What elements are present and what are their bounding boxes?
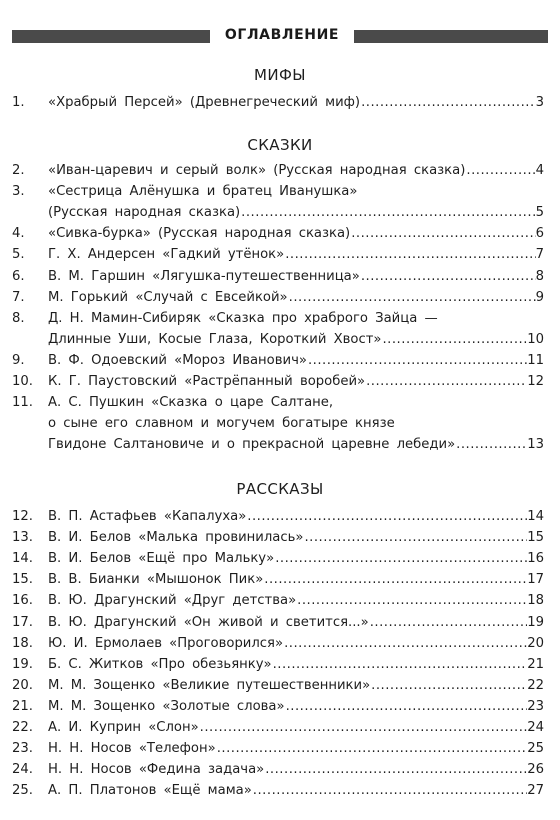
entry-page-number: 15 bbox=[527, 530, 544, 546]
toc-entry[interactable] bbox=[12, 633, 544, 654]
entry-page-number: 8 bbox=[535, 268, 544, 284]
entry-page-number: 25 bbox=[527, 741, 544, 757]
entry-title: «Храбрый Персей» (Древнегреческий миф) bbox=[48, 95, 361, 110]
toc-title: ОГЛАВЛЕНИЕ bbox=[224, 27, 340, 43]
entry-title: Н. Н. Носов «Телефон» bbox=[48, 741, 216, 757]
entry-line bbox=[12, 329, 544, 350]
entry-title: В. И. Белов «Малька провинилась» bbox=[48, 530, 304, 546]
entry-number: 24. bbox=[12, 762, 33, 778]
toc-entry[interactable] bbox=[12, 654, 544, 675]
entry-line bbox=[12, 181, 544, 202]
entry-page-number: 5 bbox=[535, 205, 544, 221]
entry-line bbox=[12, 527, 544, 548]
section-title: МИФЫ bbox=[254, 66, 306, 84]
entry-number: 10. bbox=[12, 374, 33, 389]
entry-number: 25. bbox=[12, 783, 33, 799]
dot-leader bbox=[199, 717, 528, 738]
entry-number: 21. bbox=[12, 698, 33, 714]
entry-number: 1. bbox=[12, 95, 25, 110]
toc-entry[interactable] bbox=[12, 548, 544, 569]
dot-leader bbox=[274, 548, 527, 569]
entry-title: Н. Н. Носов «Федина задача» bbox=[48, 762, 265, 778]
entry-line bbox=[12, 506, 544, 527]
toc-entry[interactable] bbox=[12, 308, 544, 350]
entry-page-number: 4 bbox=[535, 163, 544, 178]
entry-title: «Сестрица Алёнушка и братец Иванушка» bbox=[48, 184, 358, 200]
toc-entry[interactable] bbox=[12, 160, 544, 181]
entry-page-number: 9 bbox=[535, 289, 544, 305]
entry-line bbox=[12, 308, 544, 329]
entry-line bbox=[12, 612, 544, 633]
entry-line bbox=[12, 738, 544, 759]
toc-entry[interactable] bbox=[12, 569, 544, 590]
entry-page-number: 17 bbox=[527, 572, 544, 588]
dot-leader bbox=[246, 506, 527, 527]
toc-entry[interactable] bbox=[12, 350, 544, 371]
toc-entry[interactable] bbox=[12, 371, 544, 392]
entry-title: В. М. Гаршин «Лягушка-путешественница» bbox=[48, 268, 360, 284]
entry-number: 17. bbox=[12, 614, 33, 630]
entry-page-number: 6 bbox=[535, 226, 544, 242]
header-rule-left bbox=[12, 30, 210, 43]
dot-leader bbox=[272, 654, 528, 675]
entry-line bbox=[12, 287, 544, 308]
toc-entry[interactable] bbox=[12, 590, 544, 611]
entry-page-number: 18 bbox=[527, 593, 544, 609]
entry-title: «Сивка-бурка» (Русская народная сказка) bbox=[48, 226, 351, 242]
entry-title: В. И. Белов «Ещё про Мальку» bbox=[48, 551, 275, 567]
entry-title: Гвидоне Салтановиче и о прекрасной царевне лебеди» bbox=[48, 437, 456, 453]
entry-number: 22. bbox=[12, 720, 33, 735]
toc-entry[interactable] bbox=[12, 223, 544, 244]
toc-entry[interactable] bbox=[12, 506, 544, 527]
entry-title: «Иван-царевич и серый волк» (Русская народная сказка) bbox=[48, 163, 466, 178]
entry-title: М. М. Зощенко «Великие путешественники» bbox=[48, 677, 371, 693]
entry-number: 12. bbox=[12, 509, 33, 524]
entry-page-number: 24 bbox=[527, 720, 544, 735]
dot-leader bbox=[240, 202, 535, 223]
dot-leader bbox=[369, 612, 528, 633]
dot-leader bbox=[263, 569, 527, 590]
dot-leader bbox=[381, 329, 527, 350]
dot-leader bbox=[285, 696, 528, 717]
toc-entry[interactable] bbox=[12, 527, 544, 548]
dot-leader bbox=[307, 350, 527, 371]
entry-title: М. Горький «Случай с Евсейкой» bbox=[48, 289, 288, 305]
entry-line bbox=[12, 717, 544, 738]
dot-leader bbox=[264, 759, 527, 780]
entry-title: Д. Н. Мамин-Сибиряк «Сказка про храброго Зайца — bbox=[48, 310, 438, 326]
dot-leader bbox=[360, 266, 536, 287]
entry-number: 6. bbox=[12, 268, 25, 284]
entry-number: 8. bbox=[12, 310, 25, 326]
toc-entry[interactable] bbox=[12, 675, 544, 696]
entry-line bbox=[12, 160, 544, 181]
dot-leader bbox=[350, 223, 535, 244]
entry-title: (Русская народная сказка) bbox=[48, 205, 241, 221]
entry-title: Ю. И. Ермолаев «Проговорился» bbox=[48, 635, 284, 651]
entry-line bbox=[12, 633, 544, 654]
entry-page-number: 20 bbox=[527, 635, 544, 651]
entry-line bbox=[12, 434, 544, 455]
entry-line bbox=[12, 696, 544, 717]
entry-number: 19. bbox=[12, 656, 33, 672]
toc-entry[interactable] bbox=[12, 287, 544, 308]
entry-line bbox=[12, 92, 544, 113]
entry-number: 5. bbox=[12, 247, 25, 263]
dot-leader bbox=[465, 160, 535, 181]
entry-number: 11. bbox=[12, 395, 33, 411]
dot-leader bbox=[252, 780, 527, 801]
entry-number: 14. bbox=[12, 551, 33, 567]
dot-leader bbox=[288, 287, 536, 308]
entry-page-number: 19 bbox=[527, 614, 544, 630]
entry-line bbox=[12, 392, 544, 413]
dot-leader bbox=[296, 590, 527, 611]
entry-number: 9. bbox=[12, 352, 25, 368]
entry-page-number: 23 bbox=[527, 698, 544, 714]
entry-page-number: 27 bbox=[527, 783, 544, 799]
entry-title: Б. С. Житков «Про обезьянку» bbox=[48, 656, 272, 672]
entry-page-number: 14 bbox=[527, 509, 544, 524]
entry-number: 3. bbox=[12, 184, 25, 200]
entry-title: В. П. Астафьев «Капалуха» bbox=[48, 509, 247, 524]
header-rule-right bbox=[354, 30, 548, 43]
entry-line bbox=[12, 202, 544, 223]
entry-line bbox=[12, 223, 544, 244]
entry-number: 7. bbox=[12, 289, 25, 305]
entry-page-number: 16 bbox=[527, 551, 544, 567]
entry-page-number: 26 bbox=[527, 762, 544, 778]
entry-page-number: 3 bbox=[535, 95, 544, 110]
toc-entry[interactable] bbox=[12, 717, 544, 738]
toc-entry[interactable] bbox=[12, 92, 544, 113]
entry-number: 20. bbox=[12, 677, 33, 693]
entry-title: о сыне его славном и могучем богатыре князе bbox=[48, 416, 395, 432]
entry-title: В. Ю. Драгунский «Он живой и светится...» bbox=[48, 614, 369, 630]
toc-entry[interactable] bbox=[12, 392, 544, 455]
entry-number: 18. bbox=[12, 635, 33, 651]
entry-number: 16. bbox=[12, 593, 33, 609]
toc-entry[interactable] bbox=[12, 759, 544, 780]
entry-page-number: 21 bbox=[527, 656, 544, 672]
entry-line bbox=[12, 371, 544, 392]
section-title: СКАЗКИ bbox=[247, 136, 313, 154]
entry-title: Длинные Уши, Косые Глаза, Короткий Хвост» bbox=[48, 331, 382, 347]
entry-title: А. П. Платонов «Ещё мама» bbox=[48, 783, 252, 799]
entry-line bbox=[12, 413, 544, 434]
entry-page-number: 22 bbox=[527, 677, 544, 693]
entry-number: 2. bbox=[12, 163, 25, 178]
entry-page-number: 7 bbox=[535, 247, 544, 263]
toc-entry[interactable] bbox=[12, 612, 544, 633]
toc-entry[interactable] bbox=[12, 266, 544, 287]
entry-line bbox=[12, 266, 544, 287]
dot-leader bbox=[216, 738, 528, 759]
toc-entry[interactable] bbox=[12, 696, 544, 717]
entry-number: 15. bbox=[12, 572, 33, 588]
dot-leader bbox=[283, 633, 527, 654]
entry-page-number: 12 bbox=[527, 374, 544, 389]
toc-entry[interactable] bbox=[12, 244, 544, 265]
entry-line bbox=[12, 675, 544, 696]
toc-header bbox=[0, 27, 560, 47]
entry-page-number: 13 bbox=[527, 437, 544, 453]
entry-line bbox=[12, 654, 544, 675]
entry-page-number: 11 bbox=[527, 352, 544, 368]
toc-entry[interactable] bbox=[12, 780, 544, 801]
entry-line bbox=[12, 350, 544, 371]
entry-line bbox=[12, 548, 544, 569]
dot-leader bbox=[303, 527, 527, 548]
dot-leader bbox=[370, 675, 527, 696]
section-title: РАССКАЗЫ bbox=[236, 480, 324, 498]
dot-leader bbox=[455, 434, 527, 455]
entry-title: В. Ф. Одоевский «Мороз Иванович» bbox=[48, 352, 307, 368]
toc-entry[interactable] bbox=[12, 738, 544, 759]
entry-line bbox=[12, 780, 544, 801]
entry-page-number: 10 bbox=[527, 331, 544, 347]
dot-leader bbox=[360, 92, 536, 113]
entry-number: 13. bbox=[12, 530, 33, 546]
dot-leader bbox=[365, 371, 527, 392]
entry-line bbox=[12, 569, 544, 590]
entry-line bbox=[12, 759, 544, 780]
entry-title: М. М. Зощенко «Золотые слова» bbox=[48, 698, 285, 714]
entry-title: А. С. Пушкин «Сказка о царе Салтане, bbox=[48, 395, 334, 411]
entry-number: 23. bbox=[12, 741, 33, 757]
entry-line bbox=[12, 590, 544, 611]
entry-title: Г. Х. Андерсен «Гадкий утёнок» bbox=[48, 247, 285, 263]
entry-line bbox=[12, 244, 544, 265]
entry-title: В. В. Бианки «Мышонок Пик» bbox=[48, 572, 264, 588]
entry-title: К. Г. Паустовский «Растрёпанный воробей» bbox=[48, 374, 366, 389]
entry-title: В. Ю. Драгунский «Друг детства» bbox=[48, 593, 297, 609]
dot-leader bbox=[284, 244, 535, 265]
toc-entry[interactable] bbox=[12, 181, 544, 223]
entry-number: 4. bbox=[12, 226, 25, 242]
entry-title: А. И. Куприн «Слон» bbox=[48, 720, 199, 735]
